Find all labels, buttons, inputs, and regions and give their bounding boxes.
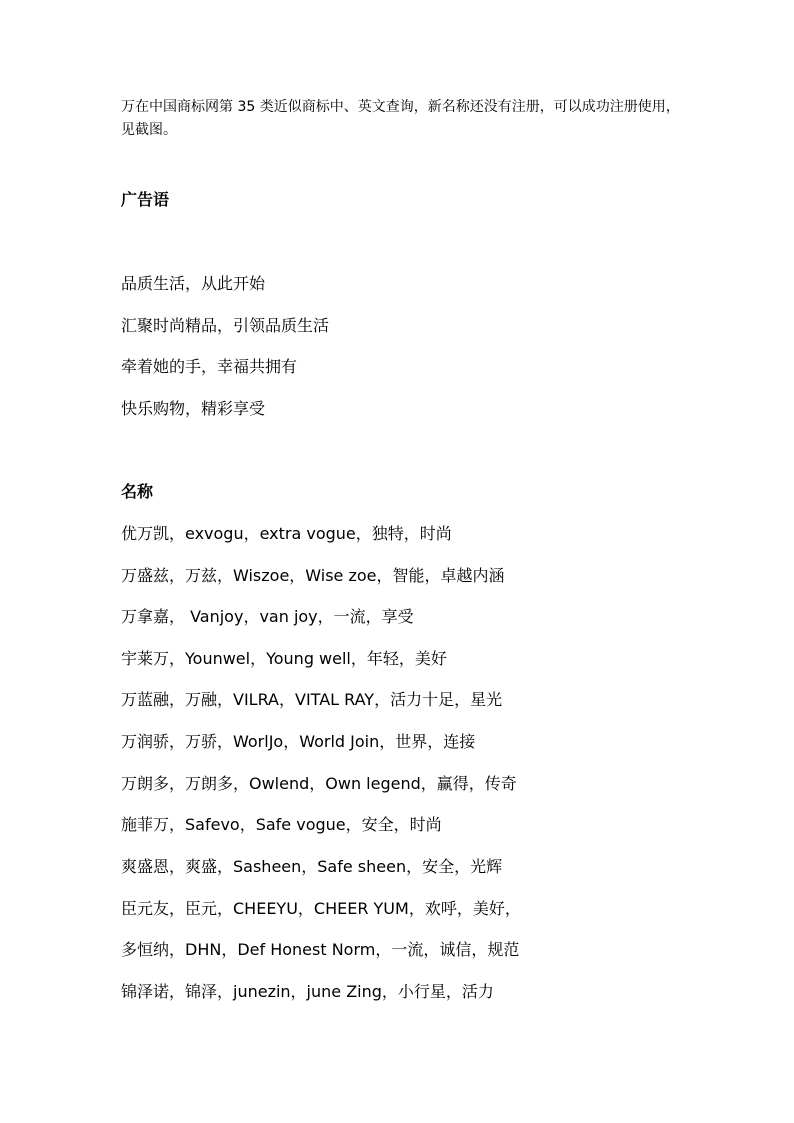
slogans-heading: 广告语 bbox=[121, 190, 170, 209]
name-line: 万盛兹，万兹，Wiszoe，Wise zoe，智能，卓越内涵 bbox=[121, 566, 505, 585]
slogan-line: 牵着她的手，幸福共拥有 bbox=[121, 357, 298, 376]
name-line: 爽盛恩，爽盛，Sasheen，Safe sheen，安全，光辉 bbox=[121, 857, 503, 876]
name-line: 多恒纳，DHN，Def Honest Norm，一流，诚信，规范 bbox=[121, 940, 520, 959]
name-line: 万蓝融，万融，VILRA，VITAL RAY，活力十足，星光 bbox=[121, 690, 503, 709]
slogan-line: 快乐购物，精彩享受 bbox=[121, 399, 266, 418]
name-line: 施菲万，Safevo，Safe vogue，安全，时尚 bbox=[121, 815, 442, 834]
name-line: 臣元友，臣元，CHEEYU，CHEER YUM，欢呼，美好， bbox=[121, 899, 521, 918]
name-line: 万润骄，万骄，WorlJo，World Join，世界，连接 bbox=[121, 732, 476, 751]
name-line: 宇莱万，Younwel，Young well，年轻，美好 bbox=[121, 649, 447, 668]
slogan-line: 汇聚时尚精品，引领品质生活 bbox=[121, 316, 330, 335]
name-line: 万朗多，万朗多，Owlend，Own legend，赢得，传奇 bbox=[121, 774, 517, 793]
slogan-line: 品质生活，从此开始 bbox=[121, 274, 266, 293]
name-line: 万拿嘉， Vanjoy，van joy，一流，享受 bbox=[121, 607, 414, 626]
name-line: 锦泽诺，锦泽，junezin，june Zing，小行星，活力 bbox=[121, 982, 494, 1001]
names-heading: 名称 bbox=[121, 482, 154, 501]
name-line: 优万凯，exvogu，extra vogue，独特，时尚 bbox=[121, 524, 452, 543]
intro-paragraph: 万在中国商标网第 35 类近似商标中、英文查询，新名称还没有注册，可以成功注册使用，见截图。 bbox=[121, 99, 680, 138]
